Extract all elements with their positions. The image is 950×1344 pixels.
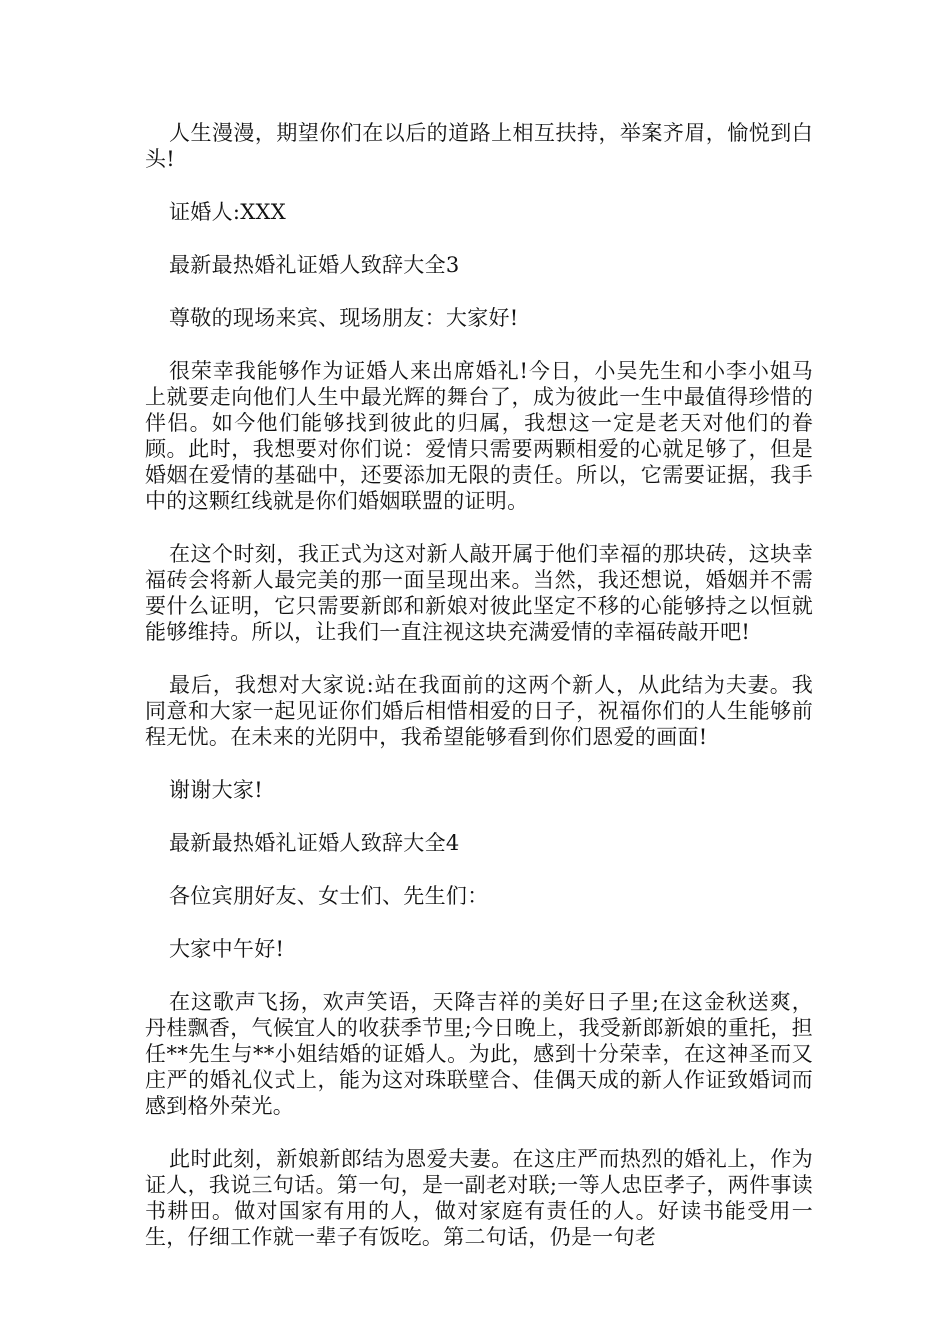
paragraph-three-sentences: 此时此刻，新娘新郎结为恩爱夫妻。在这庄严而热烈的婚礼上，作为证人，我说三句话。第一句，是一副老对联;一等人忠臣孝子，两件事读书耕田。做对国家有用的人，做对家庭有责任的人。好读书能受用一生，仔细工作就一辈子有饭吃。第二句话，仍是一句老: [145, 1147, 813, 1249]
greeting-line: 尊敬的现场来宾、现场朋友：大家好!: [169, 306, 519, 330]
paragraph-honor: 很荣幸我能够作为证婚人来出席婚礼!今日，小吴先生和小李小姐马上就要走向他们人生中最光辉的舞台了，成为彼此一生中最值得珍惜的伴侣。如今他们能够找到彼此的归属，我想这一定是老天对他们的眷顾。此时，我想要对你们说：爱情只需要两颗相爱的心就足够了，但是婚姻在爱情的基础中，还要添加无限的责任。所以，它需要证据，我手中的这颗红线就是你们婚姻联盟的证明。: [145, 359, 813, 513]
thanks-line: 谢谢大家!: [169, 778, 263, 802]
salutation-line: 各位宾朋好友、女士们、先生们：: [169, 884, 489, 908]
paragraph-brick: 在这个时刻，我正式为这对新人敲开属于他们幸福的那块砖，这块幸福砖会将新人最完美的那一面呈现出来。当然，我还想说，婚姻并不需要什么证明，它只需要新郎和新娘对彼此坚定不移的心能够持之以恒就能够维持。所以，让我们一直注视这块充满爱情的幸福砖敲开吧!: [145, 542, 813, 644]
paragraph-final-words: 最后，我想对大家说:站在我面前的这两个新人，从此结为夫妻。我同意和大家一起见证你们婚后相惜相爱的日子，祝福你们的人生能够前程无忧。在未来的光阴中，我希望能够看到你们恩爱的画面!: [145, 673, 813, 749]
section-heading-3: 最新最热婚礼证婚人致辞大全3: [169, 253, 460, 277]
section-heading-4: 最新最热婚礼证婚人致辞大全4: [169, 831, 460, 855]
paragraph-autumn: 在这歌声飞扬，欢声笑语，天降吉祥的美好日子里;在这金秋送爽，丹桂飘香，气候宜人的收获季节里;今日晚上，我受新郎新娘的重托，担任**先生与**小姐结婚的证婚人。为此，感到十分荣幸，在这神圣而又庄严的婚礼仪式上，能为这对珠联壁合、佳偶天成的新人作证致婚词而感到格外荣光。: [145, 990, 813, 1118]
witness-signature: 证婚人:XXX: [169, 200, 287, 224]
document-body: [145, 120, 813, 1277]
paragraph-closing-blessing: 人生漫漫，期望你们在以后的道路上相互扶持，举案齐眉，愉悦到白头!: [145, 121, 813, 171]
good-afternoon-line: 大家中午好!: [169, 937, 285, 961]
